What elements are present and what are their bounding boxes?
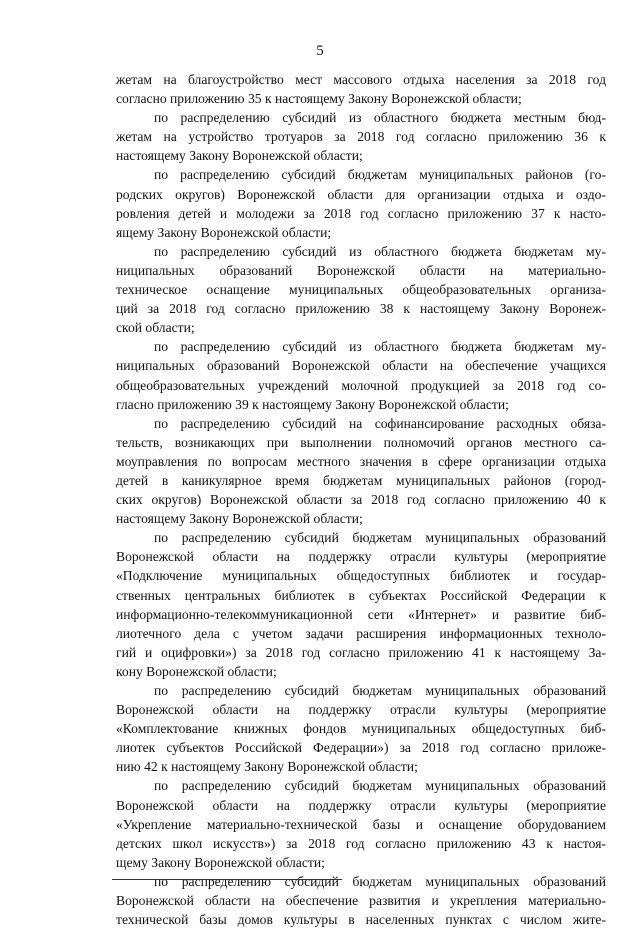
text-line: гий и оцифровки») за 2018 год согласно приложению 41 к настоящему За- xyxy=(116,644,606,660)
text-line: детей в каникулярное время бюджетам муниципальных районов (город- xyxy=(116,472,606,488)
text-line: Воронежской области на поддержку отрасли культуры (мероприятие xyxy=(116,549,606,565)
text-line: технической базы домов культуры в населенных пунктах с числом жите- xyxy=(116,912,606,928)
paragraph xyxy=(116,337,606,413)
text-line: моуправления по вопросам местного значения в сфере организации отдыха xyxy=(116,453,606,469)
paragraph xyxy=(116,165,606,241)
text-line: Воронежской области на поддержку отрасли культуры (мероприятие xyxy=(116,797,606,813)
text-line: по распределению субсидий бюджетам муниципальных образований xyxy=(154,873,606,889)
text-line: лиотечного дела с учетом задачи расширения информационных техноло- xyxy=(116,625,606,641)
text-line: по распределению субсидий из областного бюджета бюджетам му- xyxy=(154,339,606,355)
text-line: по распределению субсидий из областного бюджета местным бюд- xyxy=(154,110,606,126)
paragraph xyxy=(116,872,606,929)
text-line: по распределению субсидий бюджетам муниципальных образований xyxy=(154,683,606,698)
text-line: ниципальных образований Воронежской области на материально- xyxy=(116,262,606,278)
text-line: ственных центральных библиотек в субъектах Российской Федерации к xyxy=(116,587,606,603)
text-line: общеобразовательных учреждений молочной продукцией за 2018 год со- xyxy=(116,377,606,393)
paragraph xyxy=(116,242,606,337)
text-line: «Укрепление материально-технической базы и оснащение оборудованием xyxy=(116,816,606,832)
text-line: лиотек субъектов Российской Федерации») за 2018 год согласно приложе- xyxy=(116,740,606,756)
text-line: Воронежской области на поддержку отрасли культуры (мероприятие xyxy=(116,702,606,718)
text-line: гласно приложению 39 к настоящему Закону Воронежской области; xyxy=(116,396,509,412)
text-line: информационно-телекоммуникационной сети «Интернет» и развитие биб- xyxy=(116,606,606,622)
text-line: жетам на благоустройство мест массового отдыха населения за 2018 год xyxy=(116,72,606,87)
text-line: по распределению субсидий бюджетам муниципальных образований xyxy=(154,778,606,794)
text-line: ских округов) Воронежской области за 2018 год согласно приложению 40 к xyxy=(116,492,606,508)
text-line: жетам на устройство тротуаров за 2018 год согласно приложению 36 к xyxy=(116,129,606,145)
text-line: согласно приложению 35 к настоящему Закону Воронежской области; xyxy=(116,91,522,107)
paragraph xyxy=(116,108,606,165)
paragraph xyxy=(116,70,606,108)
paragraph xyxy=(116,776,606,871)
text-line: щему Закону Воронежской области; xyxy=(116,854,325,870)
text-line: «Подключение муниципальных общедоступных библиотек и государ- xyxy=(116,568,606,584)
text-line: по распределению субсидий из областного бюджета бюджетам му- xyxy=(154,243,606,259)
text-line: по распределению субсидий бюджетам муниципальных образований xyxy=(154,530,606,546)
text-line: тельств, возникающих при выполнении полномочий органов местного са- xyxy=(116,434,606,450)
page-number: 5 xyxy=(316,43,324,59)
text-line: ниципальных образований Воронежской области на обеспечение учащихся xyxy=(116,358,606,374)
text-line: ций за 2018 год согласно приложению 38 к настоящему Закону Воронеж- xyxy=(116,301,606,317)
text-line: настоящему Закону Воронежской области; xyxy=(116,148,363,164)
footer-rule xyxy=(112,879,342,880)
text-line: Воронежской области на обеспечение развития и укрепления материально- xyxy=(116,893,606,909)
text-line: родских округов) Воронежской области для организации отдыха и оздо- xyxy=(116,186,606,202)
text-line: настоящему Закону Воронежской области; xyxy=(116,511,363,527)
text-line: ровления детей и молодежи за 2018 год согласно приложению 37 к насто- xyxy=(116,205,606,221)
text-line: кону Воронежской области; xyxy=(116,663,277,679)
text-line: детских школ искусств») за 2018 год согласно приложению 43 к настоя- xyxy=(116,835,606,851)
text-line: по распределению субсидий на софинансирование расходных обяза- xyxy=(154,415,606,431)
text-line: «Комплектование книжных фондов муниципальных общедоступных биб- xyxy=(116,721,606,737)
text-line: нию 42 к настоящему Закону Воронежской области; xyxy=(116,759,418,775)
text-line: по распределению субсидий бюджетам муниципальных районов (го- xyxy=(154,167,606,183)
paragraph xyxy=(116,528,606,681)
document-body xyxy=(116,70,606,929)
text-line: ящему Закону Воронежской области; xyxy=(116,224,332,240)
paragraph xyxy=(116,681,606,776)
paragraph xyxy=(116,414,606,529)
text-line: техническое оснащение муниципальных общеобразовательных организа- xyxy=(116,282,606,298)
text-line: ской области; xyxy=(116,320,195,336)
